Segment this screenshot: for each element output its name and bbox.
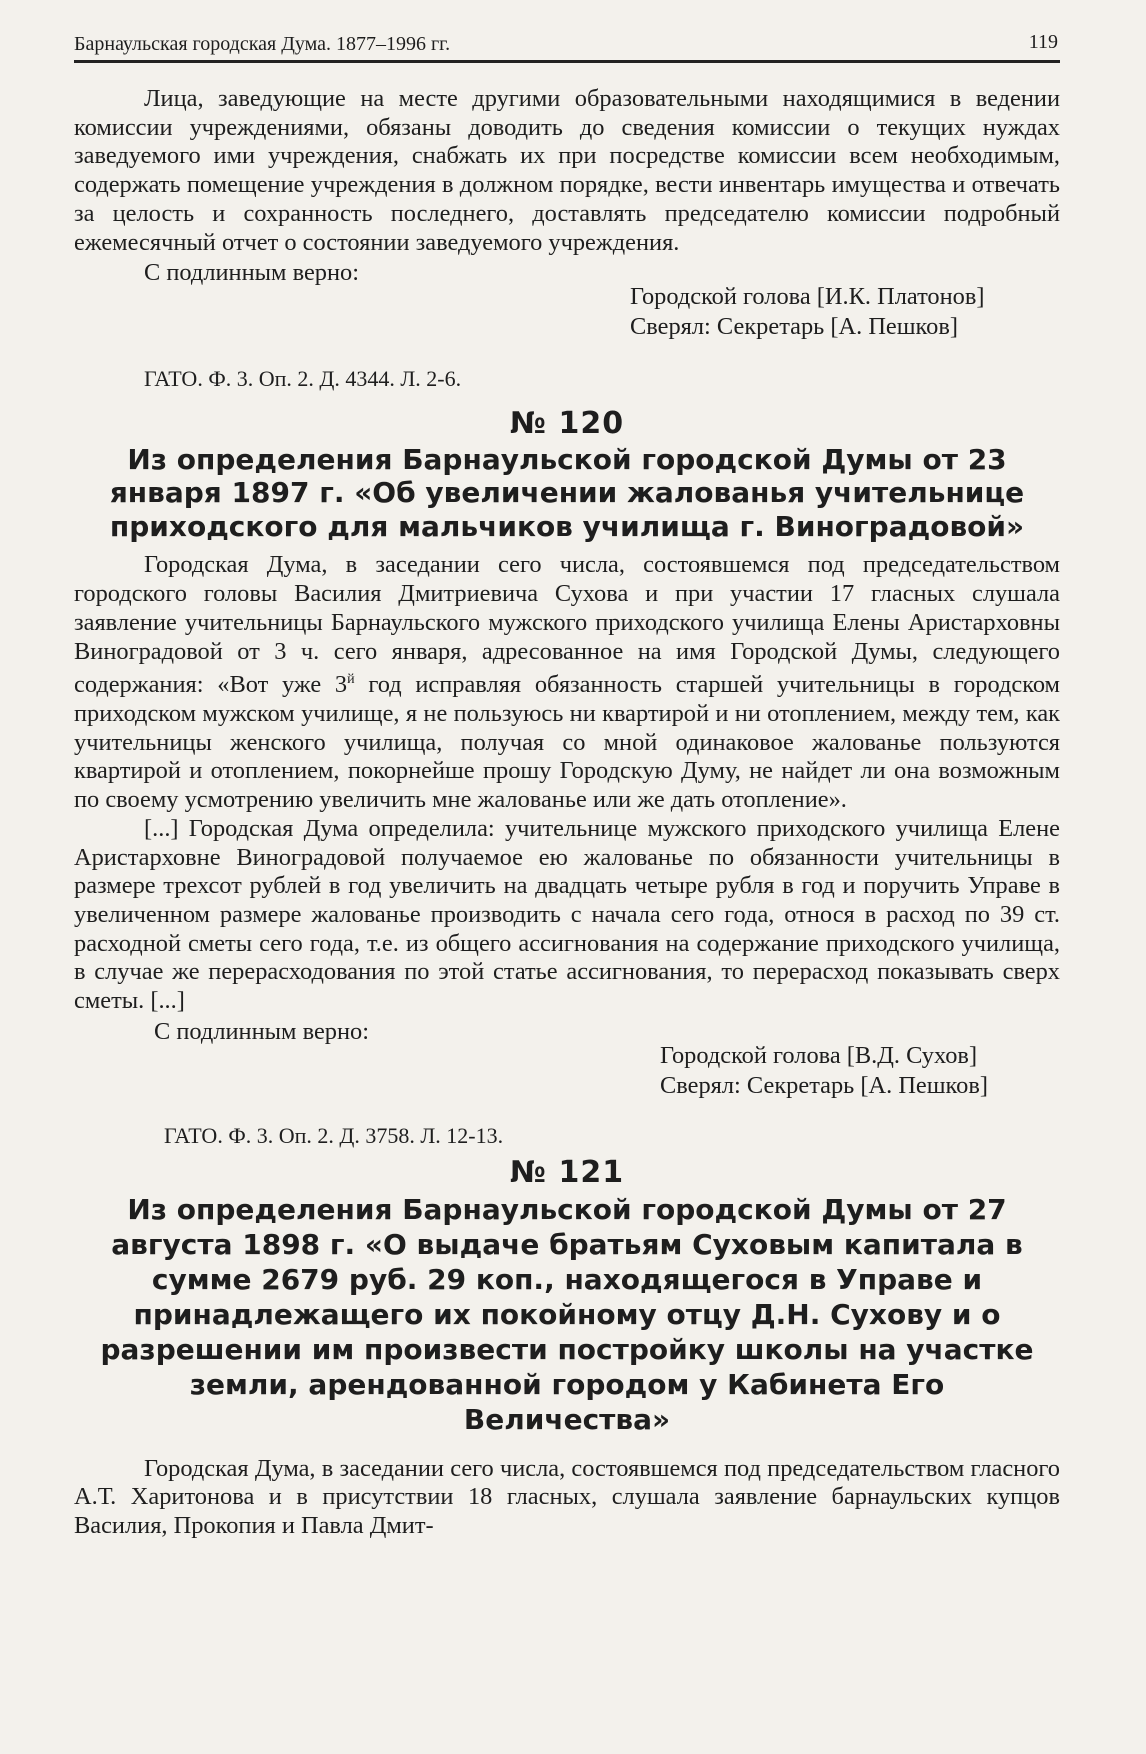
doc120-signature-head: Городской голова [В.Д. Сухов] bbox=[660, 1041, 978, 1069]
running-title: Барнаульская городская Дума. 1877–1996 гг. bbox=[74, 33, 451, 55]
doc119-archive-source: ГАТО. Ф. 3. Оп. 2. Д. 4344. Л. 2-6. bbox=[144, 365, 462, 391]
doc120-signature-secretary: Сверял: Секретарь [А. Пешков] bbox=[660, 1071, 988, 1099]
doc121-title: Из определения Барнаульской городской Думы от 27 августа 1898 г. «О выдаче братьям Суховым капитала в сумме 2679 руб. 29 коп., находящегося в Управе и принадлежащего их покойному отцу Д.Н. Сухову и о разрешении им произвести постройку школы на участке земли, арендованной городом у Кабинета Его Величества» bbox=[100, 1192, 1034, 1436]
doc119-signature-secretary: Сверял: Секретарь [А. Пешков] bbox=[630, 312, 958, 340]
doc120-title: Из определения Барнаульской городской Думы от 23 января 1897 г. «Об увеличении жалованья учительнице приходского для мальчиков училища г. Виноградовой» bbox=[109, 442, 1025, 543]
doc121-number: № 121 bbox=[509, 1154, 625, 1190]
doc119-signature-head: Городской голова [И.К. Платонов] bbox=[630, 282, 985, 310]
doc120-certified: С подлинным верно: bbox=[154, 1017, 369, 1045]
doc120-paragraph-1 bbox=[74, 551, 1060, 814]
doc120-paragraph-1-part-a: Городская Дума, в заседании сего числа, состоявшемся под председательством городского головы Василия Дмитриевича Сухова и при участии 17 гласных слушала заявление учительницы Барнаульского мужского приходского училища Елены Аристарховны Виноградовой от 3 ч. сего января, адресованное на имя Городской Думы, следующего содержания: «Вот уже 3 bbox=[74, 551, 1060, 699]
doc121-paragraph: Городская Дума, в заседании сего числа, состоявшемся под председательством гласного А.Т. Харитонова и в присутствии 18 гласных, слушала заявление барнаульских купцов Василия, Прокопия и Павла Дмит- bbox=[74, 1454, 1060, 1539]
doc120-number: № 120 bbox=[509, 405, 625, 441]
running-head bbox=[74, 0, 1060, 63]
doc120-archive-source: ГАТО. Ф. 3. Оп. 2. Д. 3758. Л. 12-13. bbox=[164, 1122, 504, 1148]
doc120-paragraph-2: [...] Городская Дума определила: учительнице мужского приходского училища Елене Аристарховне Виноградовой получаемое ею жалованье по обязанности учительницы в размере трехсот рублей в год увеличить на двадцать четыре рубля в год и поручить Управе в увеличенном размере жалованье производить с начала сего года, относя в расход по 39 ст. расходной сметы сего года, т.е. из общего ассигнования на содержание приходского училища, в случае же перерасходования по этой статье ассигнования, то перерасход показывать сверх сметы. [...] bbox=[74, 814, 1060, 1015]
doc119-paragraph: Лица, заведующие на месте другими образовательными находящимися в ведении комиссии учреждениями, обязаны доводить до сведения комиссии о текущих нуждах заведуемого ими учреждения, снабжать их при посредстве комиссии всем необходимым, содержать помещение учреждения в должном порядке, вести инвентарь имущества и отвечать за целость и сохранность последнего, доставлять председателю комиссии подробный ежемесячный отчет о состоянии заведуемого учреждения. bbox=[74, 85, 1060, 256]
page-body bbox=[74, 63, 1060, 1541]
doc119-signature-block bbox=[74, 259, 1060, 342]
page-number: 119 bbox=[1028, 31, 1058, 53]
doc120-signature-block bbox=[74, 1018, 1060, 1101]
doc119-certified: С подлинным верно: bbox=[144, 259, 359, 287]
doc120-superscript: й bbox=[347, 672, 355, 688]
doc120-paragraph-1-part-b: год исправляя обязанность старшей учительницы в городском приходском мужском училище, я не пользуюсь ни квартирой и ни отоплением, между тем, как учительницы женского училища, получая со мной одинаковое жалованье пользуются квартирой и отоплением, покорнейше прошу Городскую Думу, не найдет ли она возможным по своему усмотрению увеличить мне жалованье или же дать отопление». bbox=[74, 671, 1060, 814]
